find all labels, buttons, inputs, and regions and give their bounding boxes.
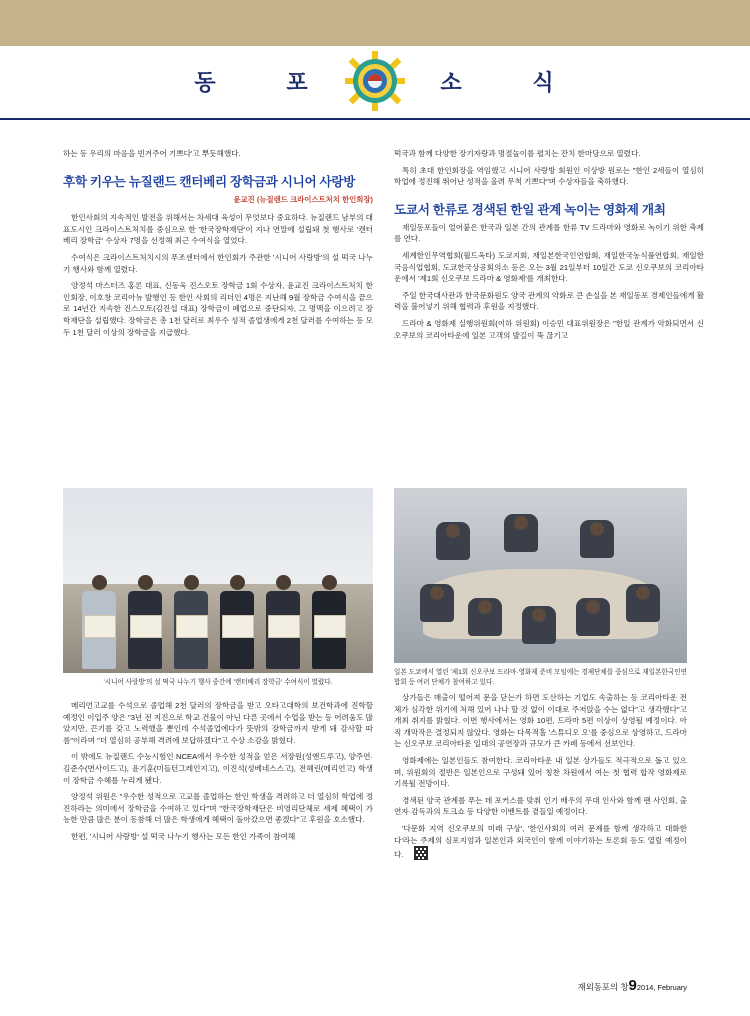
photo-person-2 (125, 575, 165, 669)
header-char-3: 소 (440, 69, 464, 95)
left-lower-paragraph-2: 이 밖에도 뉴질랜드 수능시험인 NCEA에서 우수한 성적을 얻은 서장원(성앤드루고), 양주연·김준수(번사이드고), 윤기훈(미들턴그레인지고), 이진석(성베네스스고), 전혜린(메리언고) 학생이 장학금 수혜를 누리게 됐다. (63, 752, 373, 785)
left-paragraph-2: 수여식은 크라이스트처치시의 푸조센터에서 한인회가 주관한 '시니어 사랑방'의 설 떡국 나누기 행사와 함께 열렸다. (63, 252, 373, 274)
scholarship-ceremony-photo (63, 488, 373, 673)
header-char-4: 식 (532, 69, 556, 95)
right-paragraph-1: 재일동포들이 얼어붙은 한국과 일본 간의 관계를 한류 TV 드라마와 영화로 녹이기 위한 축제를 연다. (394, 222, 704, 244)
right-column-lower (394, 692, 687, 861)
right-paragraph-2: 세계한인무역협회(월드옥타) 도쿄지회, 재일본한국인연합회, 재일한국농식품연합회, 재일한국음식업협회, 도쿄한국상공회의소 등은 오는 3월 21일부터 10일간 도쿄 신오쿠보의 코리아타운에서 '제1회 신오쿠보 드라마 & 영화제'를 개최한다. (394, 250, 704, 284)
left-lower-paragraph-1: 메리언고교를 수석으로 졸업해 2천 달러의 장학금을 받고 오타고대학의 보건학과에 진학할 예정인 이입주 양은 "3년 전 지진으로 학교 건물이 아닌 다른 곳에서 수업을 받는 등 어려움도 많았지만, 끈기를 갖고 노력했을 뿐인데 수석졸업에다가 뜻밖의 장학금까지 받게 돼 감사할 따름"이라며 "더 열심히 공부해 격려에 보답하겠다"고 수상 소감을 밝혔다. (63, 701, 373, 745)
photo-attendee-6 (436, 522, 470, 560)
left-paragraph-3: 양정석 마스터즈 홍론 대표, 신동욱 진스오토 장학금 1회 수상자, 윤교진 크라이스트처치 한인회장, 이호창 코리아뉴 발행인 등 한인 사회의 리더인 4명은 지난해 9월 장학금 수여식을 끝으로 14년간 지속한 진스오토(김진섭 대표) 장학금이 폐업으로 중단되자, 그 명맥을 이으려고 장학재단을 설립했다. 장학금은 총 1천 달러로 최우수 성적 졸업생에게 2천 달러를 수여하는 등 모두 1천 달러 이상의 장학금을 지급했다. (63, 281, 373, 337)
photo-person-5 (263, 575, 303, 669)
right-paragraph-4: 드라마 & 영화제 실행위원회(이하 위원회) 이승민 대표위원장은 "한일 관계가 악화되면서 신오쿠보의 코리아타운에 일본 고객의 발길이 뚝 끊기고 (394, 318, 704, 340)
left-paragraph-1: 한인사회의 지속적인 발전을 위해서는 차세대 육성이 무엇보다 중요하다. 뉴질랜드 남부의 대표도시인 크라이스트처치를 중심으로 한 '한국장학재단'이 지나 연말에 설립돼 첫 행사로 '캔터베리 장학금' 수상자 7명을 선정해 최근 수여식을 열었다. (63, 213, 373, 246)
photo-attendee-4 (576, 598, 610, 636)
photo-person-1 (79, 575, 119, 669)
footer-publication-title: 재외동포의 창 (577, 982, 629, 992)
photo-person-6 (309, 575, 349, 669)
header-band (0, 0, 750, 46)
right-lower-paragraph-3: 경색된 양국 관계를 푸는 데 포커스를 맞춰 인기 배우의 무대 인사와 함께 팬 사인회, 출연자·감독과의 토크쇼 등 다양한 이벤트를 곁들일 예정이다. (394, 795, 687, 817)
photo-background-upper (63, 488, 373, 584)
footer-page-number: 9 (628, 977, 637, 994)
right-lower-paragraph-1: 상가들은 매출이 떨어져 문을 닫는가 하면 도산하는 기업도 속출하는 등 코리아타운 전체가 심각한 위기에 처해 있어 나나 할 것 없이 이대로 주저앉을 수는 없다"고 생각했다"고 개최 취지를 밝혔다. 이번 행사에서는 영화 10편, 드라마 5편 이상이 상영될 예정이다. 아직 개막작은 결정되지 않았다. 영화는 다목적홀 '스튜디오 오'를 중심으로 상영하고, 드라마는 신오쿠보 코리아타운 일대의 공연장과 규모가 큰 카페 등에서 선보인다. (394, 693, 687, 749)
right-lead-paragraph: 떡국과 함께 다양한 장기자랑과 명절놀이를 펼치는 잔치 한마당으로 열렸다. (394, 149, 641, 158)
left-article-byline: 윤교진 (뉴질랜드 크라이스트처치 한인회장) (233, 194, 373, 204)
right-article-headline: 도쿄서 한류로 경색된 한일 관계 녹이는 영화제 개최 (394, 202, 666, 217)
right-lower-paragraph-2: 영화제에는 일본인들도 참여한다. 코리아타운 내 일본 상가들도 적극적으로 돕고 있으며, 위원회의 절반은 일본인으로 구성돼 있어 칭찬 차원에서 여는 첫 협력 합작 영화제로 기록될 전망이다. (394, 755, 687, 789)
photo-attendee-7 (504, 514, 538, 552)
header-char-2: 포 (286, 69, 310, 95)
header-char-1: 동 (194, 69, 218, 95)
page-header-title (0, 46, 750, 116)
left-column-lower (63, 700, 373, 843)
photo-attendee-5 (626, 584, 660, 622)
photo-attendee-1 (420, 584, 454, 622)
left-lower-paragraph-3: 양정석 위원은 "우수한 성적으로 고교를 졸업하는 한인 학생을 격려하고 더 열심히 학업에 정진하라는 의미에서 장학금을 수여하고 있다"며 "한국장학재단은 비영리단체로 세제 혜택이 가능한 만큼 많은 분이 동참해 더 많은 학생에게 혜택이 돌아갔으면 좋겠다"고 후원을 호소했다. (63, 792, 373, 825)
left-lead-paragraph: 하는 등 우리의 마음을 빈겨주어 기쁘다'고 뿌듯해했다. (63, 149, 241, 158)
right-lower-paragraph-4-text: '다문화 지역 신오쿠보의 미래 구상', '한인사회의 여러 문제를 함께 생각하고 대화한다'라는 주제의 심포지엄과 일본인과 외국인이 함께 이야기하는 토론회 등도 열릴 예정이다. (394, 823, 687, 860)
film-festival-meeting-photo (394, 488, 687, 663)
rotary-emblem-logo-icon (344, 50, 406, 112)
footer-issue-date: 2014, February (636, 983, 687, 992)
emblem-svg (345, 51, 405, 111)
photo-person-4 (217, 575, 257, 669)
right-paragraph-3: 주일 한국대사관과 한국문화원도 양국 관계의 악화로 큰 손실을 본 재일동포 경제인들에게 활력을 불어넣기 위해 협력과 후원을 지정했다. (394, 290, 704, 312)
photo-attendee-3 (522, 606, 556, 644)
right-column-upper (394, 148, 704, 341)
left-lower-paragraph-4: 한편, '시니어 사랑방' 설 떡국 나누기 행사는 모든 한인 가족이 참여해 (71, 831, 296, 841)
right-lead-paragraph-2: 특히 초대 한인회장을 역임했고 시니어 사랑방 회원인 이상방 원로는 "한인 2세들이 열심히 학업에 정진해 뛰어난 성적을 올려 무척 기쁘다"며 수상자들을 축하했다. (394, 165, 704, 187)
left-photo-caption: '시니어 사랑방'의 설 떡국 나누기 행사 중간에 '캔터베리 장학금' 수여식이 열렸다. (103, 679, 333, 686)
photo-attendee-2 (468, 598, 502, 636)
left-column-upper (63, 148, 373, 338)
left-article-headline: 후학 키우는 뉴질랜드 캔터베리 장학금과 시니어 사랑방 (63, 174, 356, 189)
page-footer (578, 977, 687, 994)
photo-person-3 (171, 575, 211, 669)
article-end-mark-icon (406, 846, 420, 860)
right-photo-caption: 일본 도쿄에서 열린 '제1회 신오쿠보 드라마·영화제 준비 모임에는 경제단체를 중심으로 재일본한국인연합회 등 여러 단체가 참여하고 있다. (394, 669, 687, 686)
photo-attendee-8 (580, 520, 614, 558)
right-lower-paragraph-4 (394, 823, 687, 861)
